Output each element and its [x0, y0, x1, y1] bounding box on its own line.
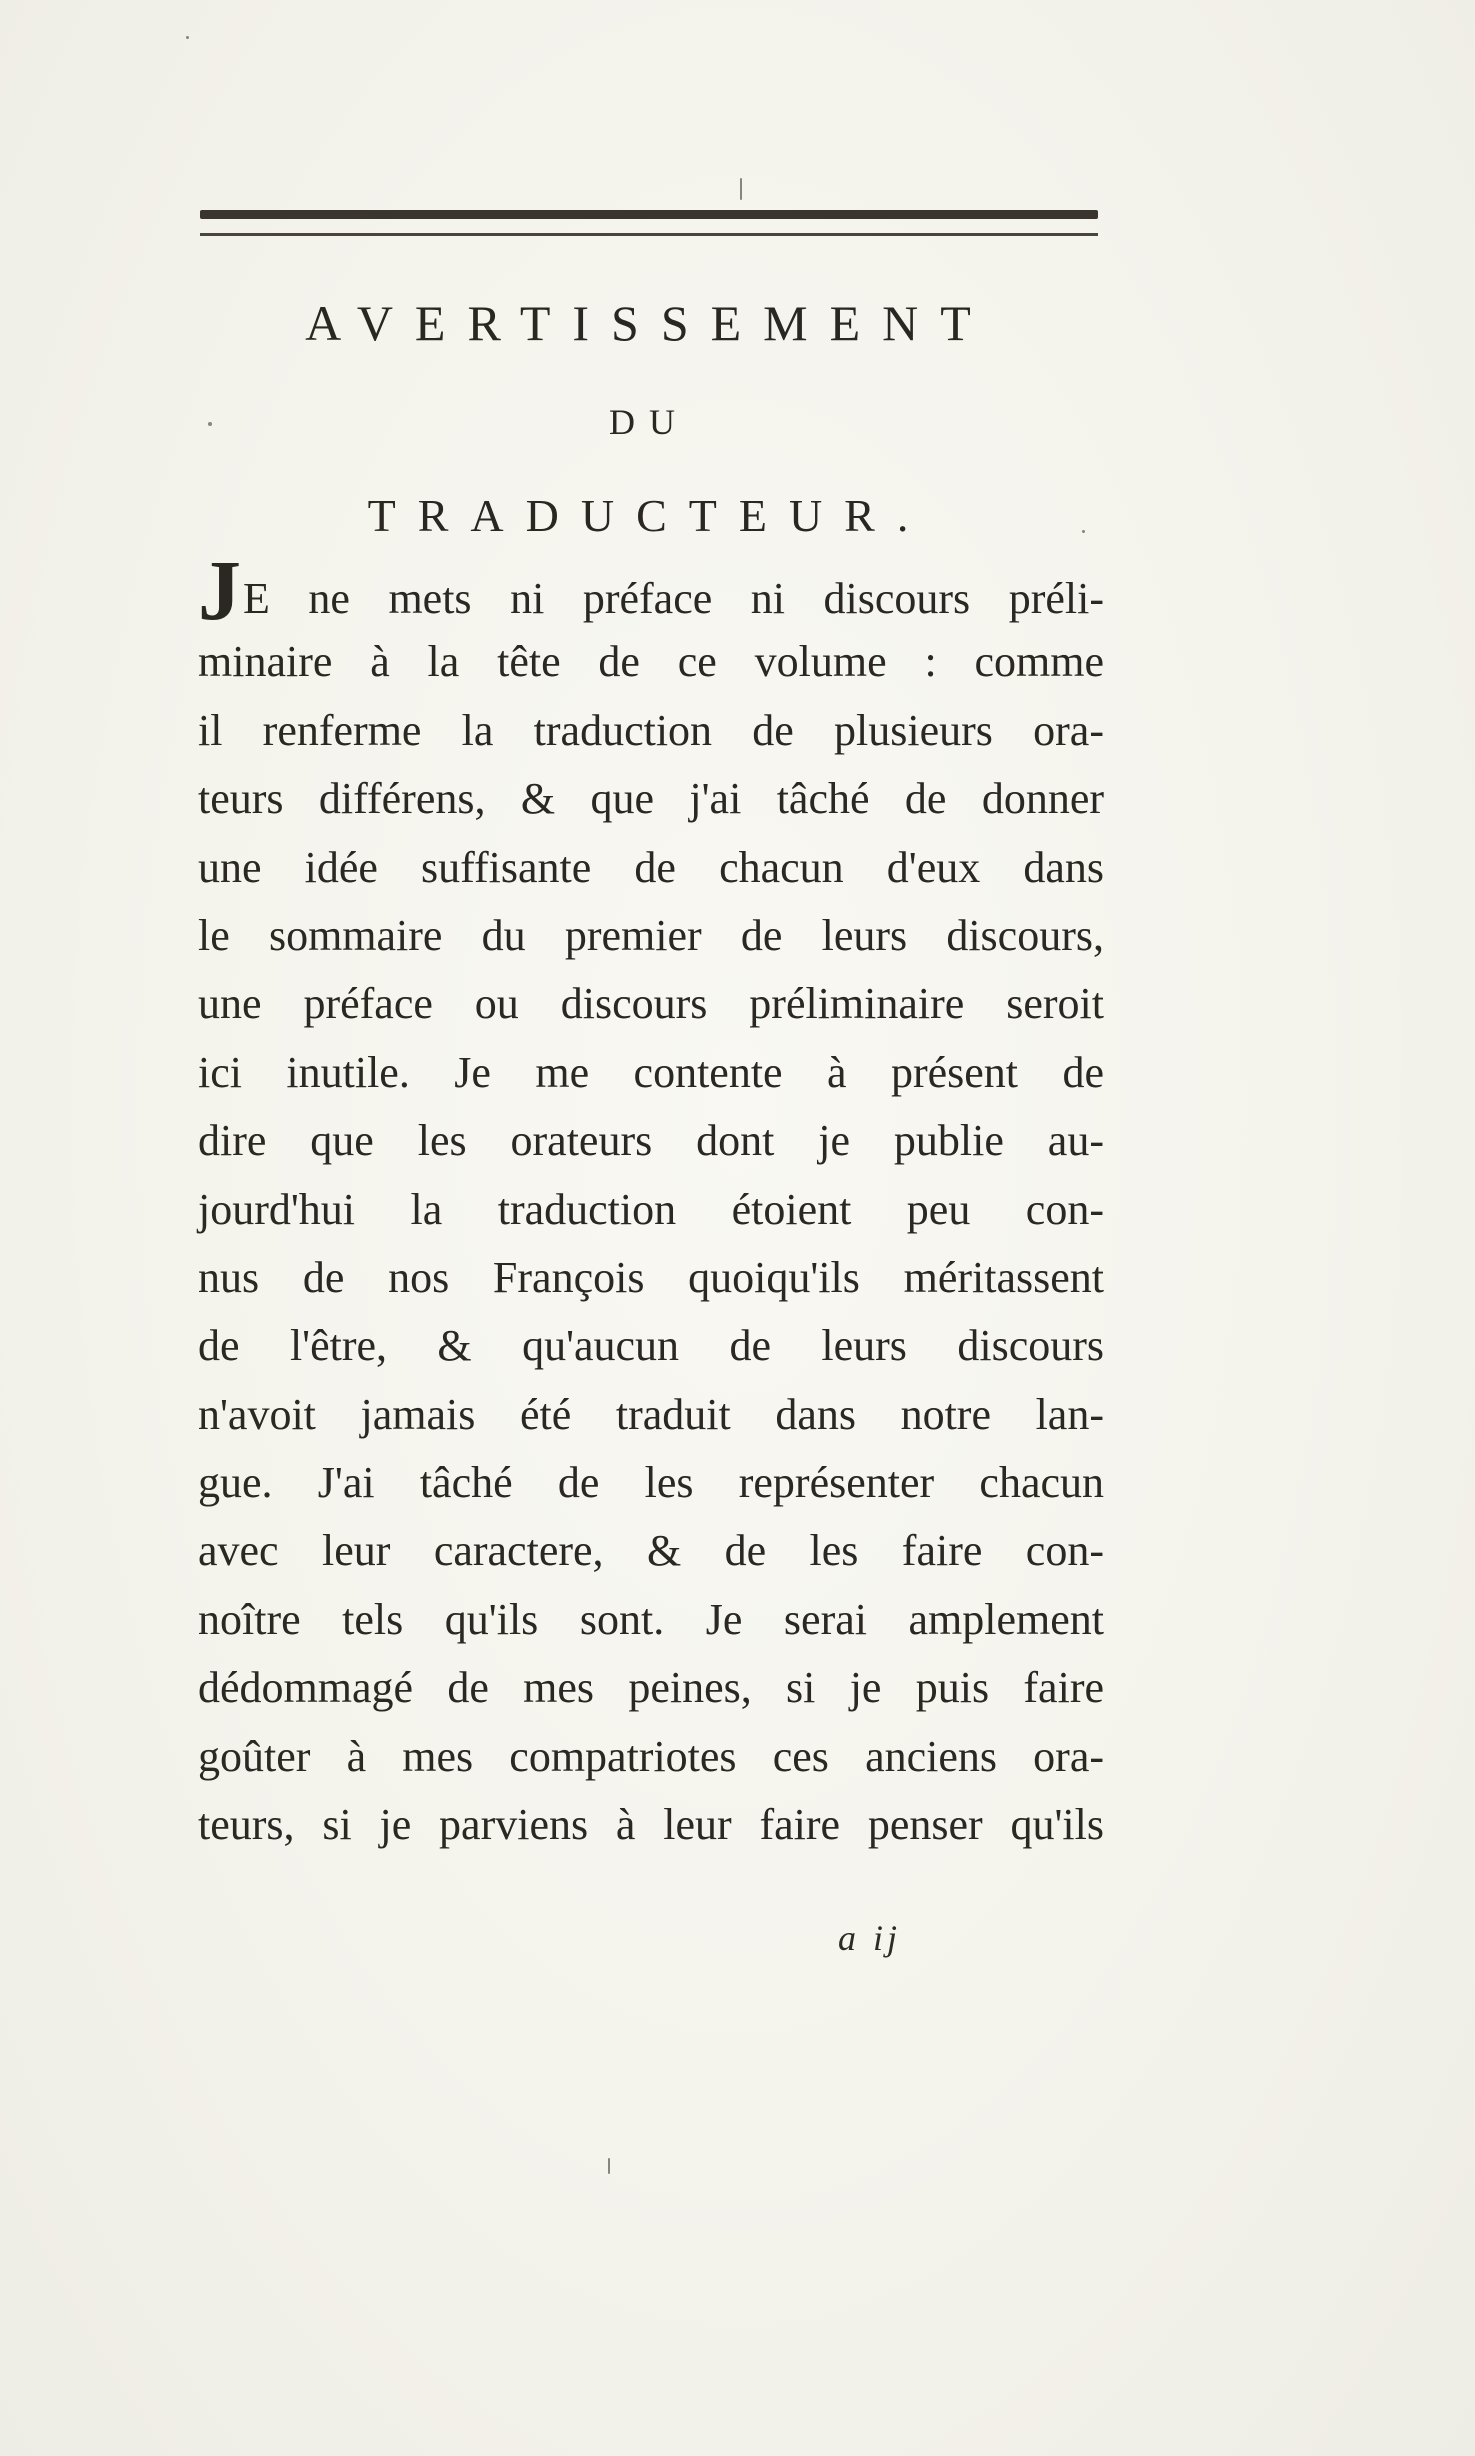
- body-line: une idée suffisante de chacun d'eux dans: [198, 842, 1104, 892]
- signature-mark: a ij: [838, 1918, 902, 1958]
- heading-traducteur: TRADUCTEUR.: [367, 490, 931, 541]
- body-line: dédommagé de mes peines, si je puis faire: [198, 1663, 1104, 1713]
- header-rule-thick: [200, 210, 1098, 219]
- body-line: goûter à mes compatriotes ces anciens ora-: [198, 1731, 1104, 1781]
- body-line: teurs différens, & que j'ai tâché de donner: [198, 774, 1104, 824]
- body-line: ici inutile. Je me contente à présent de: [198, 1047, 1104, 1097]
- body-line: il renferme la traduction de plusieurs ora-: [198, 705, 1104, 755]
- body-line: de l'être, & qu'aucun de leurs discours: [198, 1321, 1104, 1371]
- body-line: une préface ou discours préliminaire seroit: [198, 979, 1104, 1029]
- body-line: n'avoit jamais été traduit dans notre lan-: [198, 1389, 1104, 1439]
- body-line: dire que les orateurs dont je publie au-: [198, 1116, 1104, 1166]
- heading-du: DU: [609, 402, 689, 442]
- body-text: [198, 542, 1104, 1859]
- paper-speck: [1082, 530, 1085, 533]
- body-line: teurs, si je parviens à leur faire penser qu'ils: [198, 1800, 1104, 1850]
- paper-speck: [208, 422, 212, 426]
- paper-speck: [186, 36, 189, 39]
- body-line: nus de nos François quoiqu'ils méritassent: [198, 1252, 1104, 1302]
- drop-cap: J: [198, 542, 241, 638]
- body-line: [198, 542, 1104, 638]
- body-line: le sommaire du premier de leurs discours,: [198, 910, 1104, 960]
- paper-speck: [608, 2158, 610, 2174]
- heading-title: AVERTISSEMENT: [305, 295, 993, 351]
- body-line: avec leur caractere, & de les faire con-: [198, 1526, 1104, 1576]
- header-rule-thin: [200, 233, 1098, 236]
- body-line: minaire à la tête de ce volume : comme: [198, 637, 1104, 687]
- paper-speck: [740, 178, 742, 200]
- body-line-text: E ne mets ni préface ni discours préli-: [243, 574, 1104, 623]
- body-line: jourd'hui la traduction étoient peu con-: [198, 1184, 1104, 1234]
- body-line: noître tels qu'ils sont. Je serai amplement: [198, 1594, 1104, 1644]
- body-line: gue. J'ai tâché de les représenter chacun: [198, 1458, 1104, 1508]
